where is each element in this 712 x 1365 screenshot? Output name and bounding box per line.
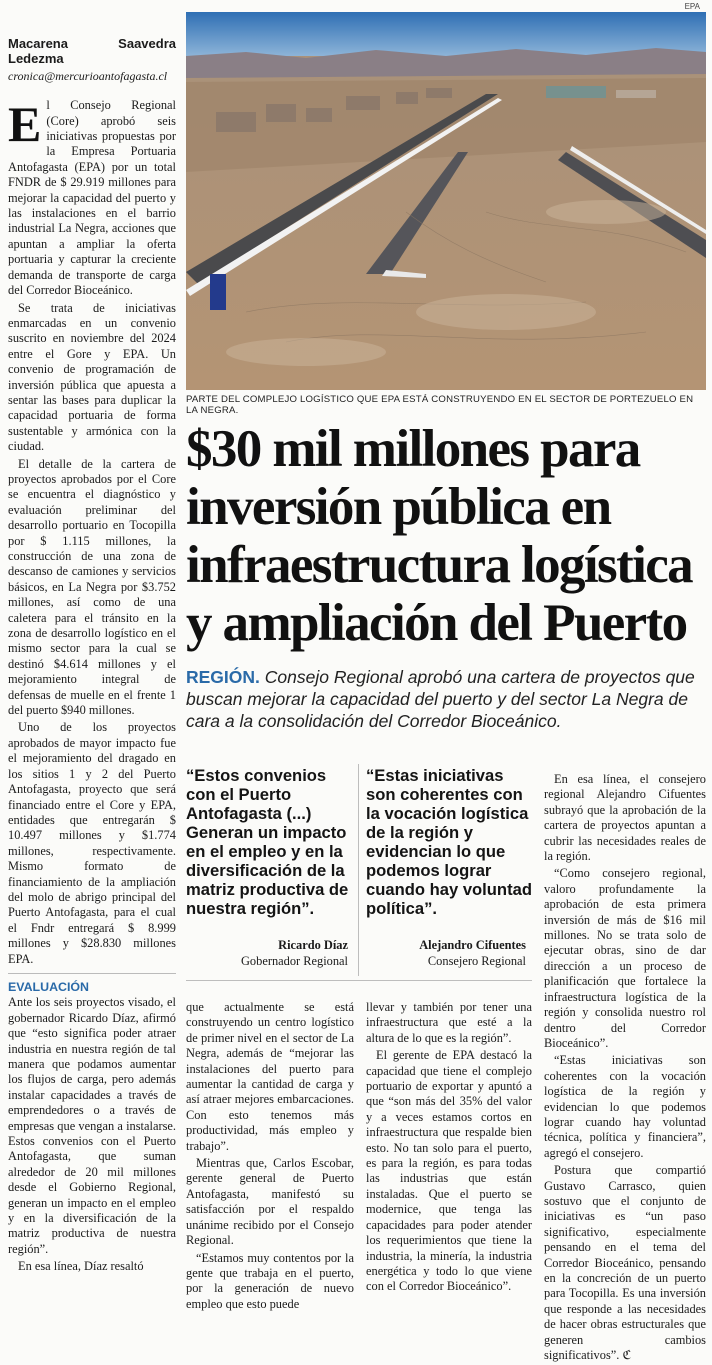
paragraph: Ante los seis proyectos visado, el gobernador Ricardo Díaz, afirmó que “esto significa poder atraer industria en nuestra región de tal manera que podamos aumentar los flujos de carga, pero además instalar capacidades a través de emprendedores o a través de empresas que vengan a instalarse. Estos convenios con el Puerto Antofagasta, que suman alrededor de 20 mil millones desde el Gobierno Regional, generan un impacto en el empleo y en la diversificación de la matriz productiva de nuestra región”. xyxy=(8,995,176,1256)
headline-line: infraestructura logística xyxy=(186,536,693,594)
paragraph: Uno de los proyectos aprobados de mayor impacto fue el mejoramiento del dragado en los sitios 1 y 2 del Puerto Antofagasta, proyecto que será financiado entre el Core y EPA, entidades que entregarán $ 10.497 millones y $1.774 millones, respectivamente. Mismo formato de financiamiento de la ampliación del molo de abrigo principal del Puerto Antofagasta, para el cual el Fndr entregará $ 8.999 millones y $28.830 millones EPA. xyxy=(8,720,176,966)
pull-quote-1: “Estos convenios con el Puerto Antofagasta (...) Generan un impacto en el empleo y en la diversificación de la matriz productiva de nuestra región”. xyxy=(186,766,349,918)
paragraph: Postura que compartió Gustavo Carrasco, quien sostuvo que el conjunto de iniciativas es “un paso significativo, especialmente pensando en el tema del Corredor Bioceánico, pensando en la concreción de un puerto para Tocopilla. Es una inversión que responde a las necesidades de hacer obras estructurales que generen cambios significativos”. ℭ xyxy=(544,1163,706,1363)
photo-credit: EPA xyxy=(684,2,700,11)
paragraph: El gerente de EPA destacó la capacidad que tiene el complejo portuario de exportar y apuntó a que “son más del 35% del valor y a veces estamos cortos en infraestructura que respalde bien esto. No tan solo para el puerto, es para la región, es para todas las industrias que están instaladas. Que el puerto se modernice, que tenga las capacidades para poder atender los requerimientos que tiene la industria, la minería, la industria energética y todo lo que viene con el Corredor Bioceánico”. xyxy=(366,1048,532,1294)
deck-summary xyxy=(186,666,708,732)
paragraph: El detalle de la cartera de proyectos aprobados por el Core se encuentra el diagnóstico y evaluación preliminar del desarrollo portuario en Tocopilla por $ 1.115 millones, la construcción de una zona de descanso de camiones y servicios básicos, en La Negra por $3.752 millones, así como de una caletera para el tránsito en la zona de desarrollo logístico en el mismo sector para la cual se destinó $4.614 millones y el mejoramiento integral de defensas de muelle en el frente 1 del puerto $940 millones. xyxy=(8,456,176,718)
drop-cap: E xyxy=(8,96,42,153)
photo-caption: PARTE DEL COMPLEJO LOGÍSTICO QUE EPA ESTÁ CONSTRUYENDO EN EL SECTOR DE PORTEZUELO EN LA NEGRA. xyxy=(186,394,694,416)
headline xyxy=(186,420,708,652)
deck-kicker: REGIÓN. xyxy=(186,667,260,687)
section-heading: EVALUACIÓN xyxy=(8,973,176,995)
pull-quote-2: “Estas iniciativas son coherentes con la vocación logística de la región y evidencian lo que podemos lograr cuando hay voluntad política”. xyxy=(366,766,532,918)
paragraph: En esa línea, el consejero regional Alejandro Cifuentes subrayó que la aprobación de la cartera de proyectos apuntan a cubrir las necesidades reales de la región. xyxy=(544,772,706,864)
article-column-2 xyxy=(186,1000,354,1314)
pull-quote-2-author: Alejandro Cifuentes xyxy=(419,938,526,952)
paragraph: “Estas iniciativas son coherentes con la vocación logística de la región y evidencian lo que podemos lograr cuando hay voluntad técnica, política y financiera”, agregó el consejero. xyxy=(544,1053,706,1160)
paragraph: El Consejo Regional (Core) aprobó seis iniciativas propuestas por la Empresa Portuaria Antofagasta (EPA) por un total FNDR de $ 29.919 millones para mejorar la capacidad del puerto y las instalaciones en el barrio industrial La Negra, acciones que apuntan a ampliar la oferta portuaria y capturar la creciente demanda de transporte de carga del Corredor Bioceánico. xyxy=(8,96,176,298)
paragraph: llevar y también por tener una infraestructura que esté a la altura de lo que es la región”. xyxy=(366,1000,532,1045)
paragraph: “Estamos muy contentos por la gente que trabaja en el puerto, por la generación de nuevo empleo que esto puede xyxy=(186,1250,354,1311)
column-divider xyxy=(358,764,359,976)
headline-line: inversión pública en xyxy=(186,478,611,536)
pull-quote-1-author: Ricardo Díaz xyxy=(278,938,348,952)
article-column-3 xyxy=(366,1000,532,1297)
end-mark-icon: ℭ xyxy=(622,1348,632,1363)
pull-quote-2-role: Consejero Regional xyxy=(427,954,526,968)
paragraph: que actualmente se está construyendo un centro logístico de primer nivel en el sector de La Negra, además de “mejorar las instalaciones del puerto para aumentar la cantidad de carga y así atraer mejores embarcaciones. Con esto tenemos más productividad, más empleo y trabajo”. xyxy=(186,1000,354,1153)
paragraph: “Como consejero regional, valoro profundamente la aprobación de esta primera inversión de más de $16 mil millones. No se trata solo de ejecutar obras, sino de dar dirección a un proceso de planificación que fortalece la infraestructura logística de la región y consolida nuestro rol dentro del Corredor Bioceánico”. xyxy=(544,866,706,1050)
byline-author: Macarena Saavedra Ledezma xyxy=(8,36,176,67)
logistics-site-photo-icon xyxy=(186,12,706,390)
pull-quote-1-role: Gobernador Regional xyxy=(240,954,348,968)
paragraph: Mientras que, Carlos Escobar, gerente general de Puerto Antofagasta, manifestó su satisfacción por el respaldo unánime recibido por el Consejo Regional. xyxy=(186,1156,354,1248)
headline-line: y ampliación del Puerto xyxy=(186,594,687,652)
quote-bottom-rule xyxy=(186,980,532,981)
article-column-4 xyxy=(544,772,706,1365)
paragraph: En esa línea, Díaz resaltó xyxy=(18,1259,144,1274)
byline-email[interactable]: cronica@mercurioantofagasta.cl xyxy=(8,68,168,83)
aerial-photo xyxy=(186,12,706,390)
deck-text: Consejo Regional aprobó una cartera de proyectos que buscan mejorar la capacidad del puerto y del sector La Negra de cara a la consolidación del Corredor Bioceánico. xyxy=(186,667,695,731)
article-column-1 xyxy=(8,36,176,1277)
headline-line: $30 mil millones para xyxy=(186,420,640,478)
paragraph: Se trata de iniciativas enmarcadas en un convenio suscrito en noviembre del 2024 entre el Gore y EPA. Un convenio de programación de inversión pública que apuesta a sentar las bases para duplicar la capacidad portuaria de forma sustentable y armónica con la ciudad. xyxy=(8,300,176,454)
